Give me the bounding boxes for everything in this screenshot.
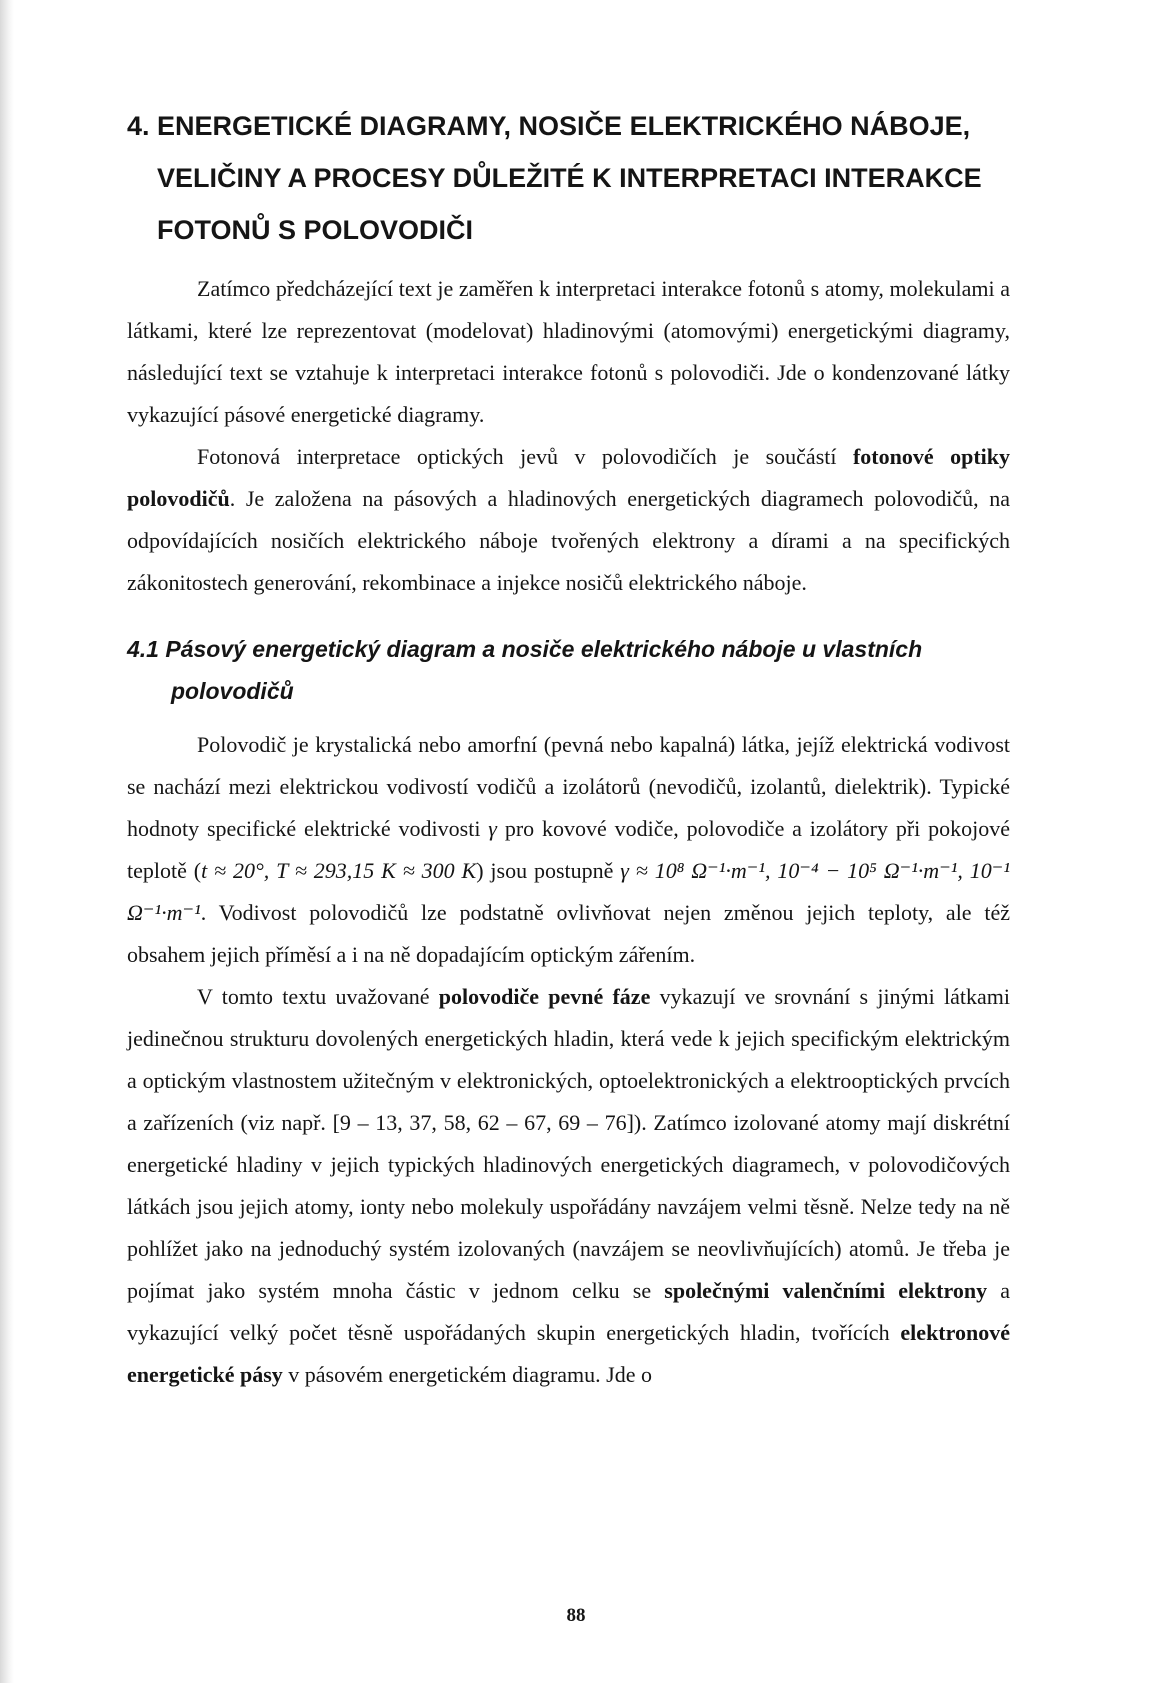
scan-shadow-edge xyxy=(0,0,14,1683)
section-heading-4-1: 4.1 Pásový energetický diagram a nosiče elektrického náboje u vlastních polovodičů xyxy=(127,636,923,704)
text-run: . Vodivost polovodičů lze podstatně ovlivňovat nejen změnou jejich teploty, ale též obsahem jejich příměsí a i na ně dopadajícím optickým zářením. xyxy=(127,900,1010,967)
text-run: v pásovém energetickém diagramu. Jde o xyxy=(282,1362,652,1387)
section-paragraph-2 xyxy=(127,976,1010,1396)
text-run: vykazují ve srovnání s jinými látkami jedinečnou strukturu dovolených energetických hladin, která vede k jejich specifickým elektrickým a optickým vlastnostem užitečným v elektronických, optoelektronických a elektrooptických prvcích a zařízeních (viz např. [9 – 13, 37, 58, 62 – 67, 69 – 76]). Zatímco izolované atomy mají diskrétní energetické hladiny v jejich typických hladinových energetických diagramech, v polovodičových látkách jsou jejich atomy, ionty nebo molekuly uspořádány navzájem velmi těsně. Nelze tedy na ně pohlížet jako na jednoduchý systém izolovaných (navzájem se neovlivňujících) atomů. Je třeba je pojímat jako systém mnoha částic v jednom celku se xyxy=(127,984,1010,1303)
intro-paragraph-2 xyxy=(127,436,1010,604)
math-conductivity-values: γ ≈ 10⁸ Ω⁻¹·m⁻¹, 10⁻⁴ − 10⁵ Ω⁻¹·m⁻¹, 10⁻¹ Ω⁻¹·m⁻¹ xyxy=(127,858,1010,925)
text-run: Polovodič je krystalická nebo amorfní (pevná nebo kapalná) látka, jejíž elektrická vodivost se nachází mezi elektrickou vodivostí vodičů a izolátorů (nevodičů, izolantů, dielektrik). Typické hodnoty specifické elektrické vodivosti xyxy=(127,732,1010,841)
bold-term-energeticke-pasy: elektronové energetické pásy xyxy=(127,1320,1010,1387)
text-run: pro kovové vodiče, polovodiče a izolátory při pokojové teplotě ( xyxy=(127,816,1010,883)
text-run: Fotonová interpretace optických jevů v polovodičích je součástí xyxy=(197,444,853,469)
bold-term-valencni-elektrony: společnými valenčními elektrony xyxy=(664,1278,988,1303)
math-temperature: t ≈ 20°, T ≈ 293,15 K ≈ 300 K xyxy=(201,858,477,883)
chapter-heading: 4. ENERGETICKÉ DIAGRAMY, NOSIČE ELEKTRICKÉHO NÁBOJE, VELIČINY A PROCESY DŮLEŽITÉ K INTERPRETACI INTERAKCE FOTONŮ S POLOVODIČI xyxy=(127,111,982,245)
text-run: . Je založena na pásových a hladinových energetických diagramech polovodičů, na odpovídajících nosičích elektrického náboje tvořených elektrony a dírami a na specifických zákonitostech generování, rekombinace a injekce nosičů elektrického náboje. xyxy=(127,486,1010,595)
intro-paragraph-1: Zatímco předcházející text je zaměřen k interpretaci interakce fotonů s atomy, molekulami a látkami, které lze reprezentovat (modelovat) hladinovými (atomovými) energetickými diagramy, následující text se vztahuje k interpretaci interakce fotonů s polovodiči. Jde o kondenzované látky vykazující pásové energetické diagramy. xyxy=(127,276,1010,427)
text-run: V tomto textu uvažované xyxy=(197,984,439,1009)
text-run: ) jsou postupně xyxy=(476,858,621,883)
section-paragraph-1 xyxy=(127,724,1010,976)
page-number: 88 xyxy=(566,1605,586,1626)
math-gamma: γ xyxy=(488,816,497,841)
text-run: a vykazující velký počet těsně uspořádaných skupin energetických hladin, tvořících xyxy=(127,1278,1011,1345)
bold-term-fotonova-optika: fotonové optiky polovodičů xyxy=(127,444,1011,511)
page-body xyxy=(127,100,1010,1396)
bold-term-polovodice-pevne-faze: polovodiče pevné fáze xyxy=(438,984,651,1009)
